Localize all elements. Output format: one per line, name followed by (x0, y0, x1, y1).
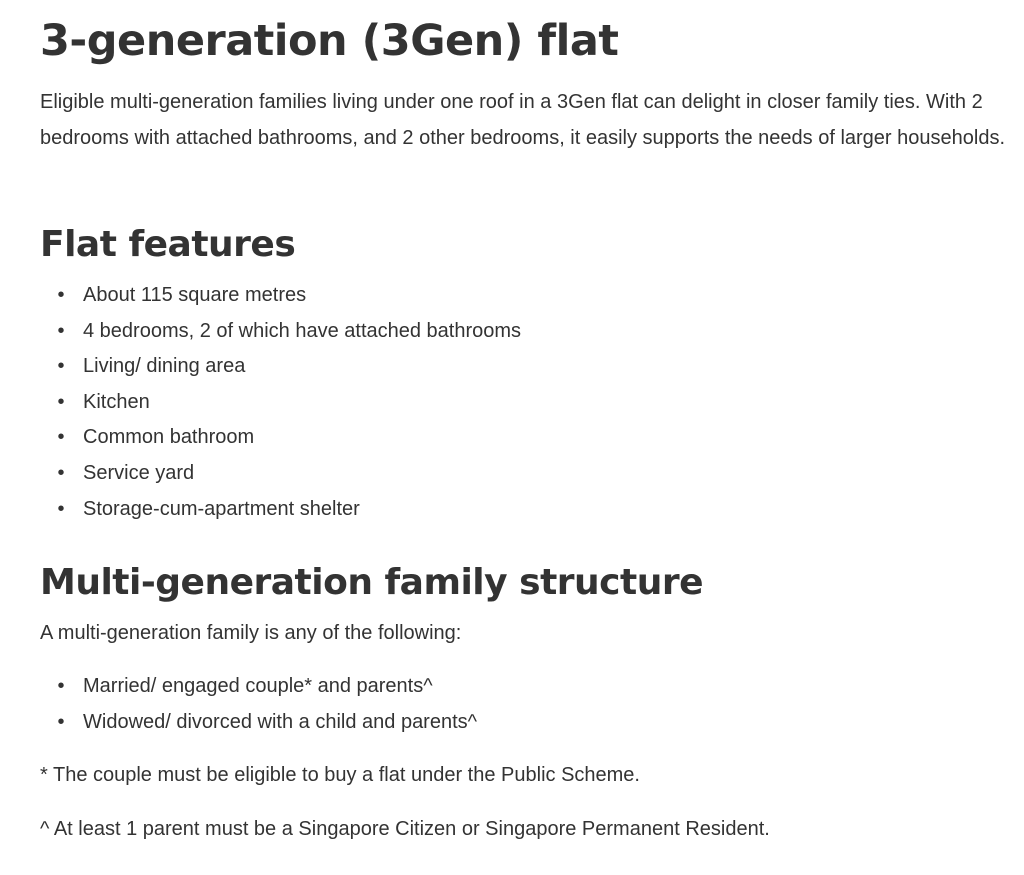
feature-text: Service yard (83, 461, 195, 484)
bullet-icon: • (57, 319, 65, 342)
structure-text: Widowed/ divorced with a child and parents^ (83, 710, 478, 733)
list-item (56, 420, 521, 456)
bullet-icon: • (57, 461, 65, 484)
bullet-icon: • (57, 497, 65, 520)
family-structure-heading: Multi-generation family structure (40, 562, 704, 603)
bullet-icon: • (57, 284, 65, 306)
list-item (56, 385, 521, 421)
feature-text: Common bathroom (83, 426, 255, 449)
list-item (56, 349, 521, 385)
family-structure-list (56, 669, 477, 740)
asterisk-note: * The couple must be eligible to buy a flat under the Public Scheme. (40, 764, 640, 786)
feature-text: About 115 square metres (83, 284, 307, 306)
feature-text: Living/ dining area (83, 355, 246, 378)
bullet-icon: • (57, 390, 65, 413)
flat-features-list (56, 278, 521, 527)
bullet-icon: • (57, 426, 65, 449)
bullet-icon: • (57, 675, 65, 697)
list-item (56, 492, 521, 528)
feature-text: Kitchen (83, 390, 150, 413)
page-title: 3-generation (3Gen) flat (40, 16, 619, 66)
feature-text: 4 bedrooms, 2 of which have attached bathrooms (83, 319, 522, 342)
bullet-icon: • (57, 710, 65, 733)
structure-text: Married/ engaged couple* and parents^ (83, 675, 433, 697)
list-item (56, 669, 477, 705)
flat-features-heading: Flat features (40, 224, 296, 265)
list-item (56, 705, 477, 741)
list-item (56, 314, 521, 350)
bullet-icon: • (57, 355, 65, 378)
family-structure-lead: A multi-generation family is any of the following: (40, 622, 462, 644)
list-item (56, 456, 521, 492)
caret-note: ^ At least 1 parent must be a Singapore Citizen or Singapore Permanent Resident. (40, 818, 770, 840)
feature-text: Storage-cum-apartment shelter (83, 497, 360, 520)
intro-paragraph: Eligible multi-generation families living under one roof in a 3Gen flat can delight in closer family ties. With 2 bedrooms with attached bathrooms, and 2 other bedrooms, it easily supports the needs of larger households. (40, 91, 1006, 149)
list-item (56, 278, 521, 314)
